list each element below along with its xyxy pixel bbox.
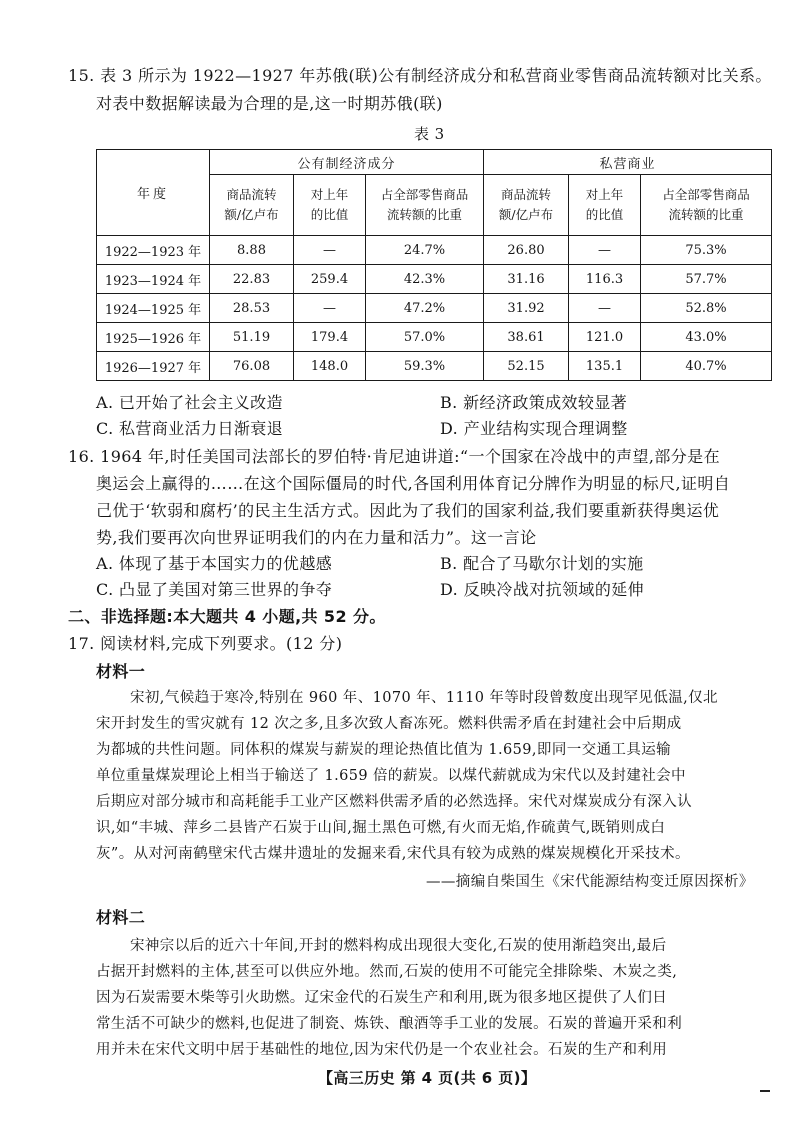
material-1-label: 材料一 [96, 662, 146, 681]
table-cell: — [294, 294, 366, 323]
material-1-line: 为都城的共性问题。同体积的煤炭与薪炭的理论热值比值为 1.659,即同一交通工具运输 [96, 742, 672, 758]
material-1-line: 宋开封发生的雪灾就有 12 次之多,且多次致人畜冻死。燃料供需矛盾在封建社会中后期成 [96, 716, 682, 732]
material-1-line: 后期应对部分城市和高耗能手工业产区燃料供需矛盾的必然选择。宋代对煤炭成分有深入认 [96, 794, 692, 810]
column-header: 占全部零售商品 流转额的比重 [641, 175, 772, 236]
q16-stem-line-2: 奥运会上赢得的……在这个国际僵局的时代,各国利用体育记分牌作为明显的标尺,证明自 [96, 474, 731, 493]
table-cell: 51.19 [210, 323, 294, 352]
table-cell: 26.80 [484, 236, 569, 265]
table-cell: 1926—1927 年 [97, 352, 210, 381]
table-cell: 47.2% [366, 294, 484, 323]
table-cell: — [569, 236, 641, 265]
q16-option-a[interactable]: A. 体现了基于本国实力的优越感 [96, 554, 333, 573]
material-2-line: 宋神宗以后的近六十年间,开封的燃料构成出现很大变化,石炭的使用渐趋突出,最后 [130, 938, 667, 954]
q16-stem-line-3: 己优于‘软弱和腐朽’的民主生活方式。因此为了我们的国家利益,我们要重新获得奥运优 [96, 501, 720, 520]
public-sector-header: 公有制经济成分 [210, 150, 484, 175]
table-cell: 52.15 [484, 352, 569, 381]
q15-option-d[interactable]: D. 产业结构实现合理调整 [440, 419, 628, 438]
table-cell: 135.1 [569, 352, 641, 381]
data-table [96, 149, 772, 381]
table-cell: 8.88 [210, 236, 294, 265]
table-cell: 57.7% [641, 265, 772, 294]
table-cell: 1922—1923 年 [97, 236, 210, 265]
material-1-line: 识,如“丰城、萍乡二县皆产石炭于山间,掘土黑色可燃,有火而无焰,作硫黄气,既销则成白 [96, 820, 666, 836]
table-cell: 121.0 [569, 323, 641, 352]
table-row [97, 265, 772, 294]
table-row [97, 352, 772, 381]
q15-option-c[interactable]: C. 私营商业活力日渐衰退 [96, 419, 284, 438]
q15-stem-line-1: 15. 表 3 所示为 1922—1927 年苏俄(联)公有制经济成分和私营商业零售商品流转额对比关系。 [68, 66, 772, 85]
column-header: 商品流转 额/亿卢布 [210, 175, 294, 236]
q16-option-c[interactable]: C. 凸显了美国对第三世界的争夺 [96, 580, 333, 599]
table-cell: 179.4 [294, 323, 366, 352]
table-cell: 75.3% [641, 236, 772, 265]
table-cell: — [294, 236, 366, 265]
table-caption: 表 3 [414, 125, 445, 143]
table-cell: 59.3% [366, 352, 484, 381]
table-cell: 52.8% [641, 294, 772, 323]
material-2-line: 常生活不可缺少的燃料,也促进了制瓷、炼铁、酿酒等手工业的发展。石炭的普遍开采和利 [96, 1016, 683, 1032]
table-row [97, 323, 772, 352]
q15-option-a[interactable]: A. 已开始了社会主义改造 [96, 393, 283, 412]
q16-option-b[interactable]: B. 配合了马歇尔计划的实施 [440, 554, 644, 573]
material-2-line: 因为石炭需要木柴等引火助燃。辽宋金代的石炭生产和利用,既为很多地区提供了人们日 [96, 990, 668, 1006]
table-row [97, 294, 772, 323]
table-cell: 1924—1925 年 [97, 294, 210, 323]
column-header: 商品流转 额/亿卢布 [484, 175, 569, 236]
table-cell: 76.08 [210, 352, 294, 381]
page-footer: 【高三历史 第 4 页(共 6 页)】 [318, 1069, 537, 1087]
material-1-line: 单位重量煤炭理论上相当于输送了 1.659 倍的薪炭。以煤代薪就成为宋代以及封建社会中 [96, 768, 686, 784]
q15-option-b[interactable]: B. 新经济政策成效较显著 [440, 393, 628, 412]
column-header: 对上年 的比值 [569, 175, 641, 236]
material-2-line: 用并未在宋代文明中居于基础性的地位,因为宋代仍是一个农业社会。石炭的生产和利用 [96, 1042, 668, 1058]
table-cell: 57.0% [366, 323, 484, 352]
q16-stem-line-4: 势,我们要再次向世界证明我们的内在力量和活力”。这一言论 [96, 528, 537, 547]
table-cell: 259.4 [294, 265, 366, 294]
table-cell: 42.3% [366, 265, 484, 294]
material-1-line: 灰”。从对河南鹤壁宋代古煤井遗址的发掘来看,宋代具有较为成熟的煤炭规模化开采技术。 [96, 846, 690, 862]
year-header: 年度 [97, 150, 210, 236]
table-cell: 28.53 [210, 294, 294, 323]
q16-option-d[interactable]: D. 反映冷战对抗领域的延伸 [440, 580, 645, 599]
table-cell: 38.61 [484, 323, 569, 352]
material-1-line: 宋初,气候趋于寒冷,特别在 960 年、1070 年、1110 年等时段曾数度出现罕见低温,仅北 [130, 690, 718, 706]
q16-stem-line-1: 16. 1964 年,时任美国司法部长的罗伯特·肯尼迪讲道:“一个国家在冷战中的声望,部分是在 [68, 447, 720, 466]
material-2-line: 占据开封燃料的主体,甚至可以供应外地。然而,石炭的使用不可能完全排除柴、木炭之类, [96, 964, 678, 980]
table-row [97, 236, 772, 265]
section-heading: 二、非选择题:本大题共 4 小题,共 52 分。 [68, 607, 386, 626]
table-cell: — [569, 294, 641, 323]
table-cell: 116.3 [569, 265, 641, 294]
table-cell: 43.0% [641, 323, 772, 352]
page-corner-mark [760, 1090, 770, 1092]
private-commerce-header: 私营商业 [484, 150, 772, 175]
table-cell: 31.16 [484, 265, 569, 294]
table-cell: 1923—1924 年 [97, 265, 210, 294]
table-cell: 40.7% [641, 352, 772, 381]
material-1-source: ——摘编自柴国生《宋代能源结构变迁原因探析》 [426, 874, 754, 890]
q15-stem-line-2: 对表中数据解读最为合理的是,这一时期苏俄(联) [96, 94, 443, 113]
table-cell: 148.0 [294, 352, 366, 381]
column-header: 占全部零售商品 流转额的比重 [366, 175, 484, 236]
q17-title: 17. 阅读材料,完成下列要求。(12 分) [68, 634, 343, 653]
table-cell: 22.83 [210, 265, 294, 294]
table-cell: 31.92 [484, 294, 569, 323]
table-cell: 24.7% [366, 236, 484, 265]
column-header: 对上年 的比值 [294, 175, 366, 236]
material-2-label: 材料二 [96, 908, 146, 927]
table-cell: 1925—1926 年 [97, 323, 210, 352]
